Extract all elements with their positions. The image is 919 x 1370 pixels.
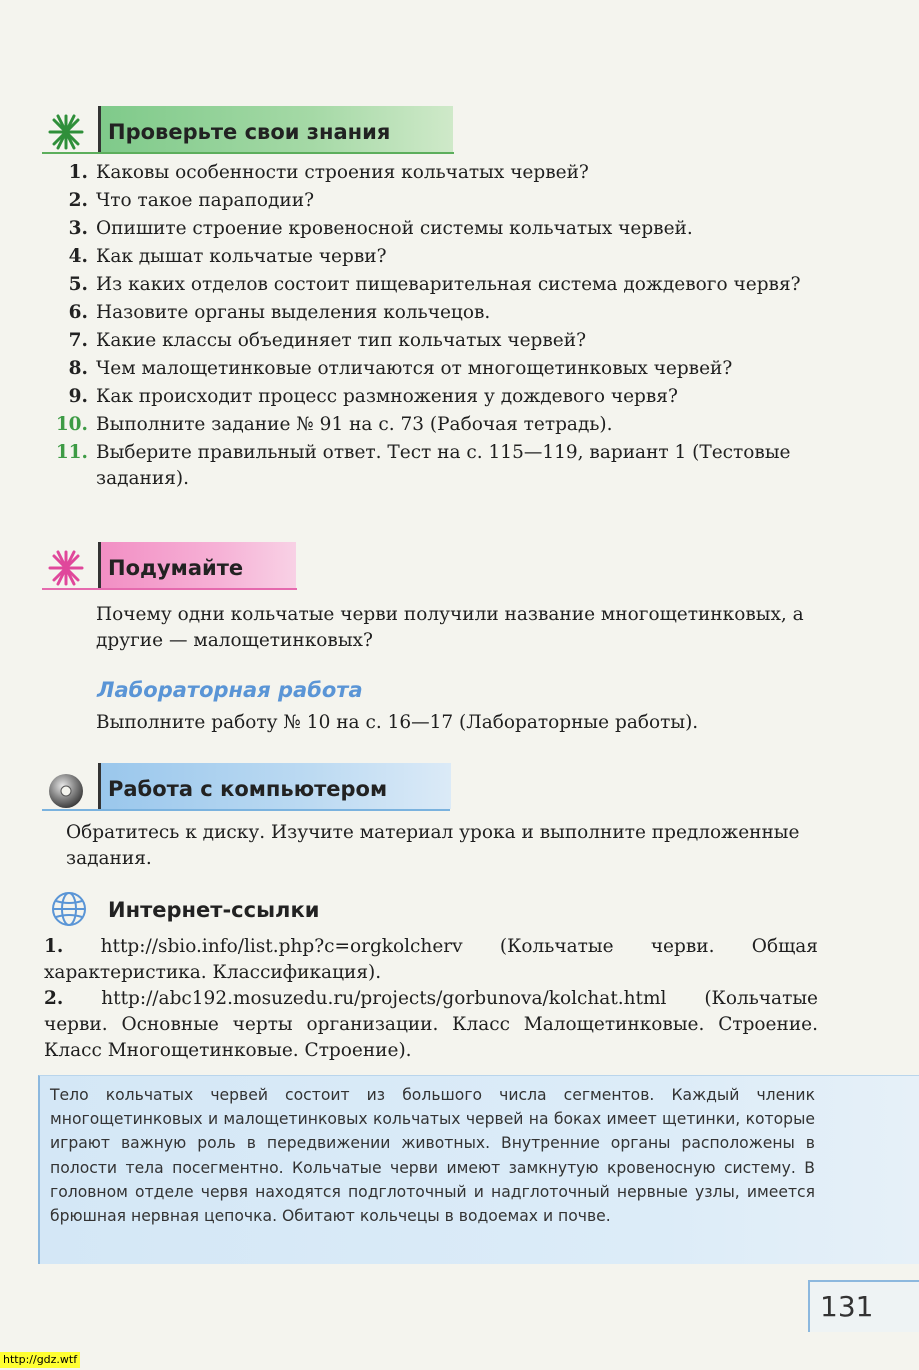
list-item: 8. Чем малощетинковые отличаются от многощетинковых червей? bbox=[68, 358, 733, 379]
header-underline bbox=[42, 588, 297, 590]
list-item: 6. Назовите органы выделения кольчецов. bbox=[68, 302, 491, 323]
list-item: 1. Каковы особенности строения кольчатых червей? bbox=[68, 162, 589, 183]
sparkle-icon bbox=[46, 548, 86, 588]
think-text: Почему одни кольчатые черви получили название многощетинковых, а другие — малощетинковых? bbox=[96, 604, 804, 651]
summary-text: Тело кольчатых червей состоит из большого числа сегментов. Каждый членик многощетинковых и малощетинковых кольчатых червей на боках имеет щетинки, которые играют важную роль в передвижении животных. Внутренние органы расположены в полости тела посегментно. Кольчатые черви имеют замкнутую кровеносную систему. В головном отделе червя находятся подглоточный и надглоточный нервные узлы, имеется брюшная нервная цепочка. Обитают кольчецы в водоемах и почве. bbox=[50, 1086, 815, 1226]
computer-text: Обратитесь к диску. Изучите материал урока и выполните предложенные задания. bbox=[66, 822, 800, 869]
list-item: 10. Выполните задание № 91 на с. 73 (Рабочая тетрадь). bbox=[55, 414, 613, 435]
link-item: 2. http://abc192.mosuzedu.ru/projects/gorbunova/kolchat.html (Кольчатые черви. Основные черты организации. Класс Малощетинковые. Строение. Класс Многощетинковые. Строение). bbox=[44, 988, 818, 1061]
page-number: 131 bbox=[820, 1290, 874, 1323]
header-underline bbox=[42, 809, 450, 811]
link-text[interactable]: http://sbio.info/list.php?c=orgkolcherv (Кольчатые черви. Общая характеристика. Классификация). bbox=[44, 936, 818, 983]
sparkle-icon bbox=[46, 112, 86, 152]
section-header-think bbox=[42, 542, 297, 588]
questions-list bbox=[50, 160, 820, 494]
page-number-box bbox=[808, 1280, 919, 1332]
section-header-computer bbox=[42, 763, 450, 809]
lab-work-text: Выполните работу № 10 на с. 16—17 (Лабораторные работы). bbox=[96, 712, 699, 733]
section-title: Работа с компьютером bbox=[108, 777, 388, 801]
list-item: 11. Выберите правильный ответ. Тест на с. 115—119, вариант 1 (Тестовые задания). bbox=[55, 442, 791, 489]
link-text[interactable]: http://abc192.mosuzedu.ru/projects/gorbunova/kolchat.html (Кольчатые черви. Основные черты организации. Класс Малощетинковые. Строение. Класс Многощетинковые. Строение). bbox=[44, 988, 818, 1061]
internet-links-title: Интернет-ссылки bbox=[108, 898, 320, 922]
lab-work-title: Лабораторная работа bbox=[97, 678, 363, 702]
list-item: 5. Из каких отделов состоит пищеварительная система дождевого червя? bbox=[68, 274, 801, 295]
list-item: 2. Что такое параподии? bbox=[68, 190, 315, 211]
globe-icon bbox=[50, 890, 88, 928]
list-item: 3. Опишите строение кровеносной системы кольчатых червей. bbox=[68, 218, 693, 239]
watermark: http://gdz.wtf bbox=[0, 1352, 80, 1368]
section-title: Подумайте bbox=[108, 556, 244, 580]
header-underline bbox=[42, 152, 454, 154]
section-title: Проверьте свои знания bbox=[108, 120, 391, 144]
list-item: 7. Какие классы объединяет тип кольчатых червей? bbox=[68, 330, 586, 351]
list-item: 9. Как происходит процесс размножения у дождевого червя? bbox=[68, 386, 678, 407]
section-header-check-knowledge bbox=[42, 106, 454, 152]
list-item: 4. Как дышат кольчатые черви? bbox=[68, 246, 387, 267]
disc-icon bbox=[46, 769, 86, 809]
link-item: 1. http://sbio.info/list.php?c=orgkolcherv (Кольчатые черви. Общая характеристика. Классификация). bbox=[44, 936, 818, 983]
